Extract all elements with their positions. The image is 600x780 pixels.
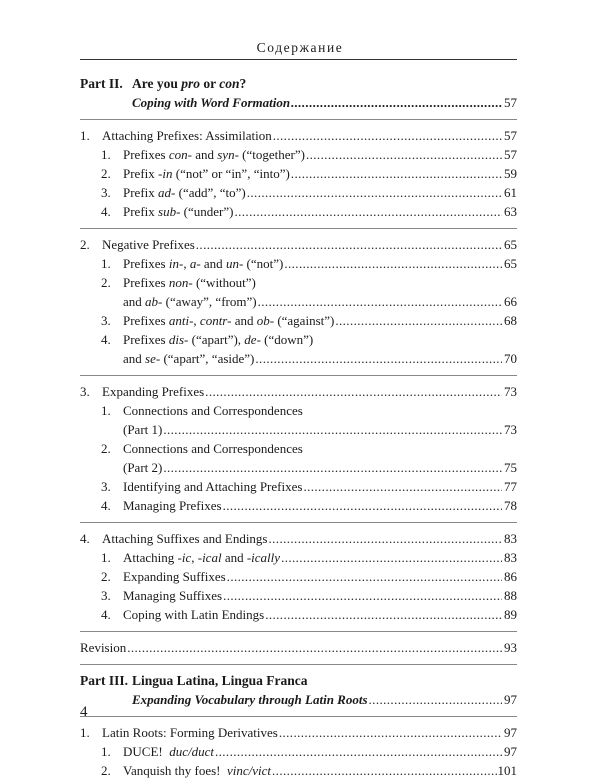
toc-section-negative-prefixes[interactable]: 2. Negative Prefixes ..... 65: [80, 235, 517, 254]
toc-item[interactable]: (Part 1) ..... 73: [80, 420, 517, 439]
part-2-title: Part II. Are you pro or con?: [80, 76, 247, 91]
toc-section-attaching-prefixes[interactable]: 1. Attaching Prefixes: Assimilation ..... 57: [80, 126, 517, 145]
toc-item-line: 2. Connections and Correspondences: [101, 441, 303, 456]
part-3-subtitle-entry[interactable]: Expanding Vocabulary through Latin Roots ..... 97: [80, 690, 517, 709]
toc-item[interactable]: 4. Coping with Latin Endings ..... 89: [80, 605, 517, 624]
toc-item[interactable]: 1. Attaching -ic, -ical and -ically ..... 83: [80, 548, 517, 567]
divider: [80, 228, 517, 229]
toc-item[interactable]: 3. Prefixes anti-, contr- and ob- (“against”) ..... 68: [80, 311, 517, 330]
toc-item[interactable]: 3. Identifying and Attaching Prefixes ..... 77: [80, 477, 517, 496]
toc-item-line: 4. Prefixes dis- (“apart”), de- (“down”): [101, 332, 314, 347]
toc-item[interactable]: 4. Prefix sub- (“under”) ..... 63: [80, 202, 517, 221]
divider: [80, 664, 517, 665]
toc-item[interactable]: 3. Prefix ad- (“add”, “to”) ..... 61: [80, 183, 517, 202]
toc-item[interactable]: (Part 2) ..... 75: [80, 458, 517, 477]
toc-section-latin-roots[interactable]: 1. Latin Roots: Forming Derivatives ..... 97: [80, 723, 517, 742]
toc-revision[interactable]: Revision ..... 93: [80, 638, 517, 657]
toc-section-attaching-suffixes[interactable]: 4. Attaching Suffixes and Endings ..... 83: [80, 529, 517, 548]
toc-section-expanding-prefixes[interactable]: 3. Expanding Prefixes ..... 73: [80, 382, 517, 401]
page-number: 4: [80, 704, 88, 720]
part-2-subtitle-entry[interactable]: Coping with Word Formation ..... 57: [80, 93, 517, 112]
toc-item[interactable]: and se- (“apart”, “aside”) ..... 70: [80, 349, 517, 368]
toc-item[interactable]: 1. Prefixes con- and syn- (“together”) ..... 57: [80, 145, 517, 164]
toc-item[interactable]: 3. Managing Suffixes ..... 88: [80, 586, 517, 605]
toc-item[interactable]: and ab- (“away”, “from”) ..... 66: [80, 292, 517, 311]
toc-item[interactable]: 2. Prefix -in (“not” or “in”, “into”) ..... 59: [80, 164, 517, 183]
divider: [80, 716, 517, 717]
toc-item[interactable]: 1. Prefixes in-, a- and un- (“not”) ..... 65: [80, 254, 517, 273]
toc-item-line: 2. Prefixes non- (“without”): [101, 275, 256, 290]
divider: [80, 631, 517, 632]
divider: [80, 522, 517, 523]
table-of-contents: [80, 74, 517, 780]
toc-item[interactable]: 1. DUCE! duc/duct ..... 97: [80, 742, 517, 761]
toc-item[interactable]: 2. Vanquish thy foes! vinc/vict ..... 101: [80, 761, 517, 780]
running-head: Содержание: [256, 40, 344, 55]
divider: [80, 119, 517, 120]
toc-item-line: 1. Connections and Correspondences: [101, 403, 303, 418]
divider: [80, 375, 517, 376]
part-3-title: Part III. Lingua Latina, Lingua Franca: [80, 673, 308, 688]
toc-item[interactable]: 4. Managing Prefixes ..... 78: [80, 496, 517, 515]
toc-item[interactable]: 2. Expanding Suffixes ..... 86: [80, 567, 517, 586]
header-rule: [80, 59, 517, 60]
